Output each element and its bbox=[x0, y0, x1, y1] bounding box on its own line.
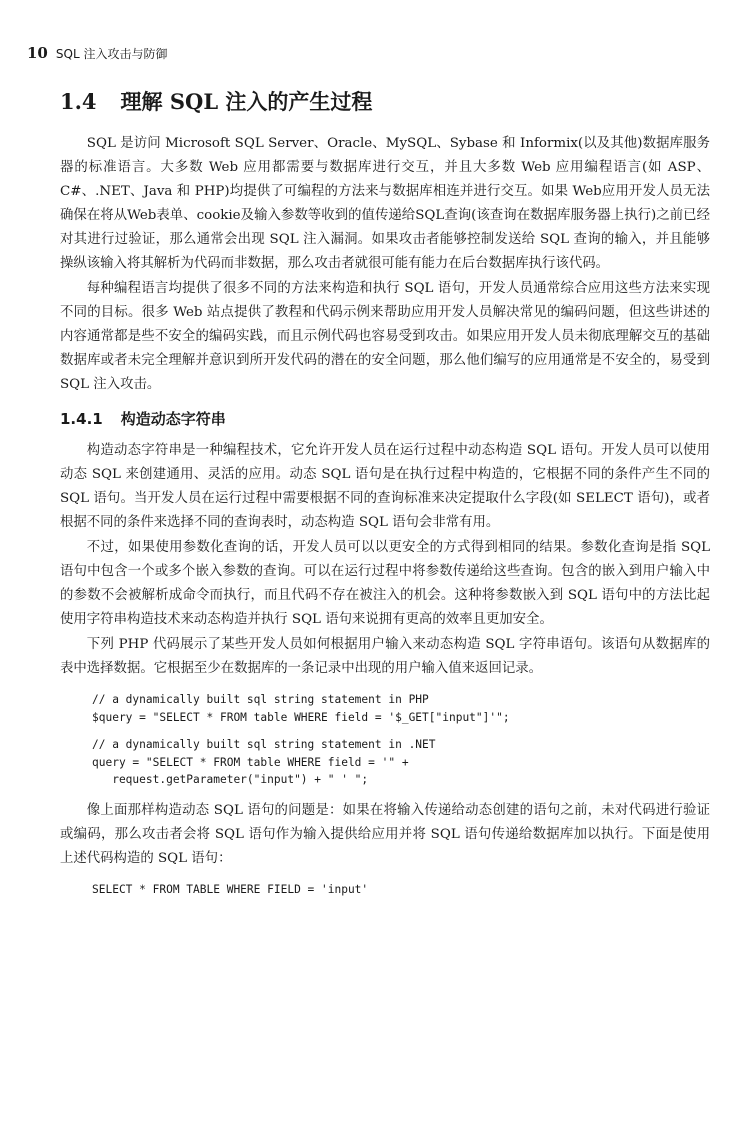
paragraph: SQL 是访问 Microsoft SQL Server、Oracle、MySQL、Sybase 和 Informix(以及其他)数据库服务器的标准语言。大多数 Web 应用都需要与数据库进行交互，并且大多数 Web 应用编程语言(如 ASP、C#、.NET、Java 和 PHP)均提供了可编程的方法来与数据库相连并进行交互。如果 Web应用开发人员无法确保在将从Web表单、cookie及输入参数等收到的值传递给SQL查询(该查询在数据库服务器上执行)之前已经对其进行过验证，那么通常会出现 SQL 注入漏洞。如果攻击者能够控制发送给 SQL 查询的输入，并且能够操纵该输入将其解析为代码而非数据，那么攻击者就很可能有能力在后台数据库执行该代码。 bbox=[60, 136, 710, 271]
paragraph: 像上面那样构造动态 SQL 语句的问题是：如果在将输入传递给动态创建的语句之前，未对代码进行验证或编码，那么攻击者会将 SQL 语句作为输入提供给应用并将 SQL 语句传递给数据库加以执行。下面是使用上述代码构造的 SQL 语句： bbox=[60, 802, 710, 866]
code-block-sql: SELECT * FROM TABLE WHERE FIELD = 'input' bbox=[92, 882, 369, 896]
paragraph: 不过，如果使用参数化查询的话，开发人员可以以更安全的方式得到相同的结果。参数化查询是指 SQL 语句中包含一个或多个嵌入参数的查询。可以在运行过程中将参数传递给这些查询。包含的嵌入到用户输入中的参数不会被解析成命令而执行，而且代码不存在被注入的机会。这种将参数嵌入到 SQL 语句中的方法比起使用字符串构造技术来动态构造并执行 SQL 语句来说拥有更高的效率且更加安全。 bbox=[60, 540, 710, 627]
section-heading bbox=[60, 86, 372, 116]
paragraph: 每种编程语言均提供了很多不同的方法来构造和执行 SQL 语句，开发人员通常综合应用这些方法来实现不同的目标。很多 Web 站点提供了教程和代码示例来帮助应用开发人员解决常见的编码问题，但这些讲述的内容通常都是些不安全的编码实践，而且示例代码也容易受到攻击。如果应用开发人员未彻底理解交互的基础数据库或者未完全理解并意识到所开发代码的潜在的安全问题，那么他们编写的应用通常是不安全的，易受到 SQL 注入攻击。 bbox=[60, 281, 710, 392]
section-title: 理解 SQL 注入的产生过程 bbox=[120, 89, 373, 114]
running-title: SQL 注入攻击与防御 bbox=[55, 47, 168, 61]
page-number: 10 bbox=[27, 44, 48, 62]
page-header bbox=[27, 44, 167, 62]
section-number: 1.4 bbox=[60, 89, 97, 114]
subsection-heading bbox=[60, 405, 710, 433]
code-block-dotnet: // a dynamically built sql string statement in .NET query = "SELECT * FROM table WHERE field = '" + request.getParameter("input") + " ' "; bbox=[92, 738, 436, 786]
paragraph: 构造动态字符串是一种编程技术，它允许开发人员在运行过程中动态构造 SQL 语句。开发人员可以使用动态 SQL 来创建通用、灵活的应用。动态 SQL 语句是在执行过程中构造的，它根据不同的条件产生不同的 SQL 语句。当开发人员在运行过程中需要根据不同的查询标准来决定提取什么字段(如 SELECT 语句)，或者根据不同的条件来选择不同的查询表时，动态构造 SQL 语句会非常有用。 bbox=[60, 443, 710, 530]
subsection-number: 1.4.1 bbox=[60, 410, 103, 428]
code-block-php: // a dynamically built sql string statement in PHP $query = "SELECT * FROM table WHERE field = '$_GET["input"]'"; bbox=[92, 693, 510, 724]
subsection-title: 构造动态字符串 bbox=[120, 410, 226, 428]
paragraph: 下列 PHP 代码展示了某些开发人员如何根据用户输入来动态构造 SQL 字符串语句。该语句从数据库的表中选择数据。它根据至少在数据库的一条记录中出现的用户输入值来返回记录。 bbox=[60, 637, 710, 676]
body-content bbox=[60, 132, 710, 908]
